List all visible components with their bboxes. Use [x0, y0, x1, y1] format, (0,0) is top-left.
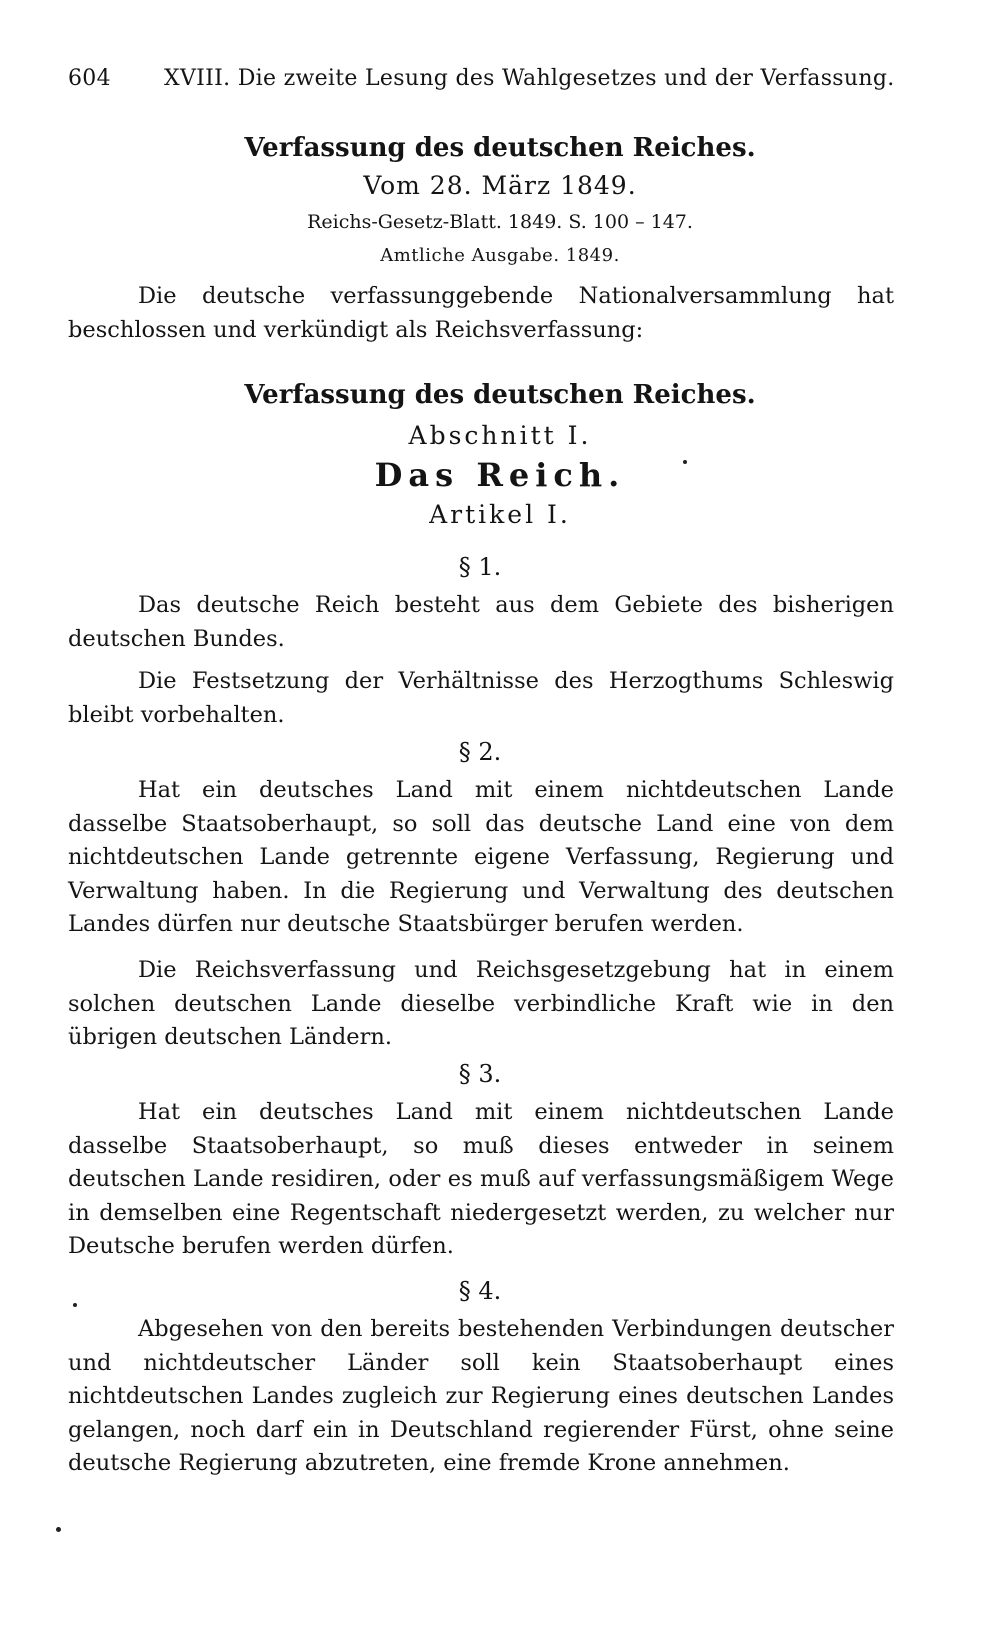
paragraph-mark-4: § 4.: [458, 1277, 502, 1305]
paragraph-3-text-1: Hat ein deutsches Land mit einem nichtdeutschen Lande dasselbe Staatsoberhaupt, so muß dieses entweder in seinem deutschen Lande residiren, oder es muß auf verfassungsmäßigem Wege in demselben eine Regentschaft niedergesetzt werden, zu welcher nur Deutsche berufen werden dürfen.: [68, 1099, 894, 1259]
print-speck: [73, 1303, 77, 1307]
paragraph-1-text-1: Das deutsche Reich besteht aus dem Gebiete des bisherigen deutschen Bundes.: [68, 592, 894, 652]
paragraph-1-text-2: Die Festsetzung der Verhältnisse des Herzogthums Schleswig bleibt vorbehalten.: [68, 668, 894, 728]
paragraph-4-text-1: Abgesehen von den bereits bestehenden Verbindungen deutscher und nichtdeutscher Länder soll kein Staatsoberhaupt eines nichtdeutschen Landes zugleich zur Regierung eines deutschen Landes gelangen, noch darf ein in Deutschland regierender Fürst, ohne seine deutsche Regierung abzutreten, eine fremde Krone annehmen.: [68, 1316, 894, 1476]
page-number: 604: [68, 66, 111, 91]
paragraph-mark-1: § 1.: [458, 553, 502, 581]
edition-note: Amtliche Ausgabe. 1849.: [380, 245, 620, 266]
document-date: Vom 28. März 1849.: [363, 171, 637, 200]
running-head: [68, 66, 895, 91]
section-title: Das Reich.: [374, 456, 626, 494]
source-reference: Reichs-Gesetz-Blatt. 1849. S. 100 – 147.: [307, 211, 693, 233]
paragraph-2-text-1: Hat ein deutsches Land mit einem nichtdeutschen Lande dasselbe Staatsoberhaupt, so soll das deutsche Land eine von dem nichtdeutschen Lande getrennte eigene Verfassung, Regierung und Verwaltung haben. In die Regierung und Verwaltung des deutschen Landes dürfen nur deutsche Staatsbürger berufen werden.: [68, 777, 894, 937]
print-speck: [683, 460, 687, 464]
article-label: Artikel I.: [429, 500, 571, 529]
preamble: Die deutsche verfassunggebende Nationalversammlung hat beschlossen und verkündigt als Reichsverfassung:: [68, 283, 894, 343]
section-label: Abschnitt I.: [408, 421, 592, 450]
paragraph-2-text-2: Die Reichsverfassung und Reichsgesetzgebung hat in einem solchen deutschen Lande dieselbe verbindliche Kraft wie in den übrigen deutschen Ländern.: [68, 957, 894, 1050]
constitution-title: Verfassung des deutschen Reiches.: [244, 380, 756, 410]
print-speck: [56, 1527, 61, 1532]
paragraph-mark-3: § 3.: [458, 1060, 502, 1088]
document-title: Verfassung des deutschen Reiches.: [244, 133, 756, 163]
running-head-title: XVIII. Die zweite Lesung des Wahlgesetzes und der Verfassung.: [164, 66, 895, 91]
paragraph-mark-2: § 2.: [458, 738, 502, 766]
